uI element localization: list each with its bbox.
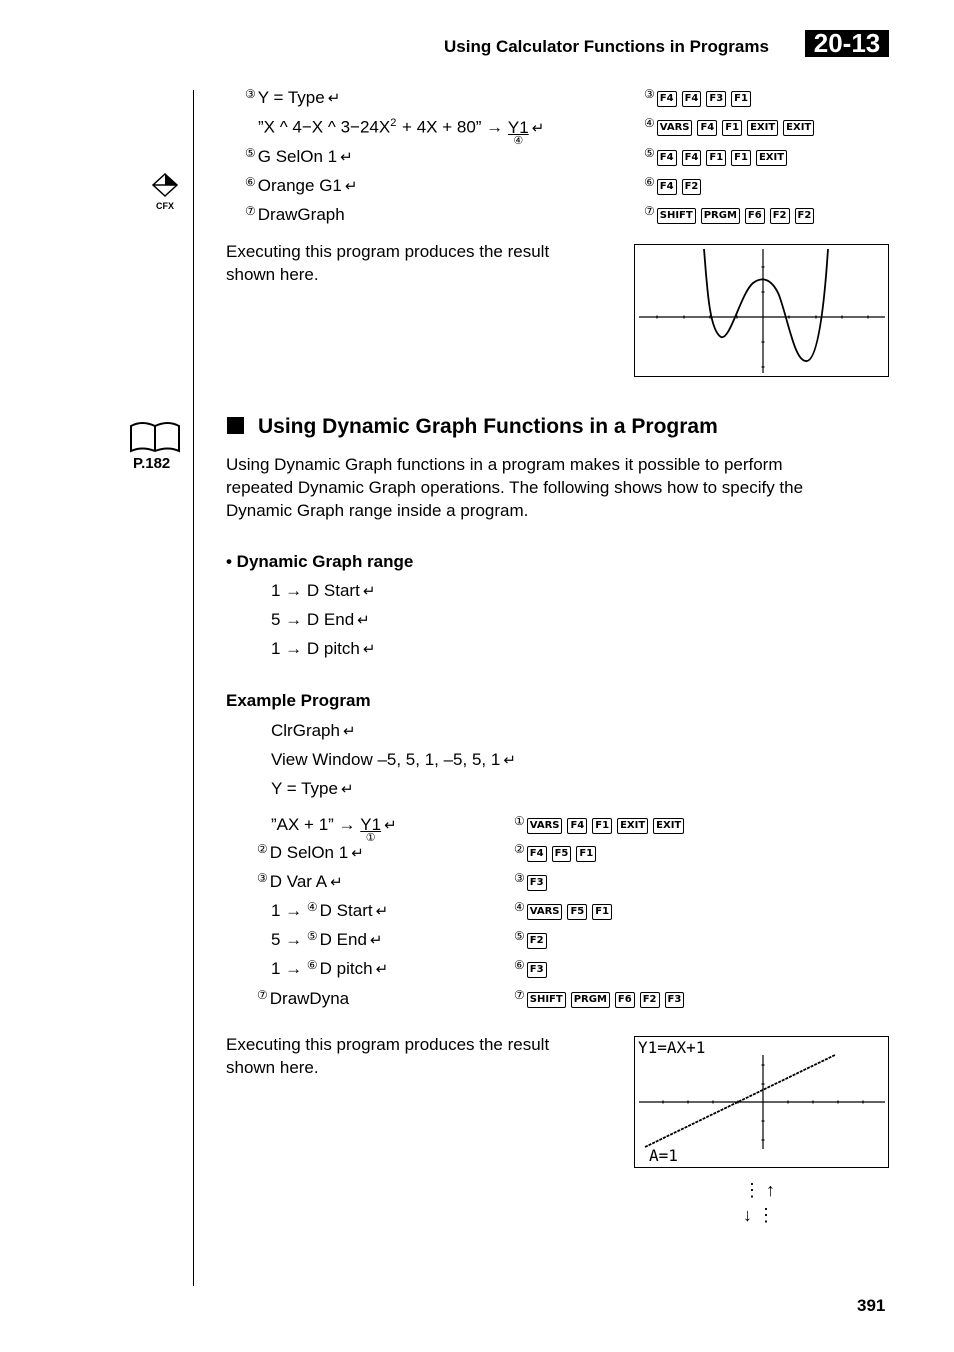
step-number: ④ (514, 900, 525, 914)
return-icon: ↵ (327, 90, 341, 107)
example-heading: Example Program (226, 691, 371, 710)
section-title: Using Dynamic Graph Functions in a Program (227, 415, 718, 439)
example-line: 1 → ④ D Start ↵ (271, 900, 389, 920)
key-f3-icon: F3 (527, 962, 547, 978)
key-f4-icon: F4 (567, 818, 587, 834)
key-exit-icon: EXIT (756, 150, 787, 166)
key-sequence (514, 843, 601, 863)
program-line: ⑥ Orange G1 ↵ (245, 175, 358, 195)
key-sequence (514, 959, 552, 979)
key-f1-icon: F1 (731, 91, 751, 107)
step-number: ⑤ (644, 146, 655, 160)
key-shift-icon: SHIFT (527, 992, 566, 1008)
scroll-up-indicator: ⋮ ↑ (743, 1180, 776, 1200)
key-f4-icon: F4 (657, 179, 677, 195)
key-exit-icon: EXIT (783, 120, 814, 136)
return-icon: ↵ (375, 903, 389, 920)
program-line: ”X ^ 4−X ^ $3-24X^2 + 4X + 80$” → Y1 ④ ↵ (258, 117, 545, 147)
range-heading: • Dynamic Graph range (226, 552, 414, 571)
key-f5-icon: F5 (552, 846, 572, 862)
step-number: ② (514, 842, 525, 856)
return-icon: ↵ (344, 178, 358, 195)
key-sequence (644, 147, 792, 167)
example-line: ③ D Var A ↵ (257, 871, 343, 891)
program-line: ③ Y = Type ↵ (245, 87, 341, 107)
result-text: Executing this program produces the result shown here. (226, 1035, 550, 1077)
step-number: ⑤ (514, 929, 525, 943)
example-line: 5 → ⑤ D End ↵ (271, 929, 383, 949)
key-sequence (514, 815, 689, 835)
key-exit-icon: EXIT (617, 818, 648, 834)
key-vars-icon: VARS (657, 120, 693, 136)
key-f5-icon: F5 (567, 904, 587, 920)
key-f3-icon: F3 (527, 875, 547, 891)
margin-rule (193, 90, 194, 1286)
key-f6-icon: F6 (745, 208, 765, 224)
return-icon: ↵ (357, 612, 370, 629)
key-f2-icon: F2 (640, 992, 660, 1008)
page-code-badge: 20-13 (805, 30, 889, 57)
return-icon: ↵ (503, 752, 516, 769)
program-line: ⑦ DrawGraph (245, 204, 345, 224)
key-f1-icon: F1 (706, 150, 726, 166)
key-prgm-icon: PRGM (701, 208, 740, 224)
return-icon: ↵ (351, 845, 364, 862)
key-sequence (644, 205, 819, 225)
quartic-graph (635, 245, 888, 376)
example-line: ② D SelOn 1 ↵ (257, 842, 364, 862)
return-icon: ↵ (342, 723, 356, 740)
step-number: ⑦ (514, 988, 525, 1002)
key-f2-icon: F2 (527, 933, 547, 949)
key-f1-icon: F1 (592, 818, 612, 834)
key-f2-icon: F2 (682, 179, 702, 195)
calculator-screen-graph (634, 244, 889, 377)
key-exit-icon: EXIT (653, 818, 684, 834)
key-sequence (514, 989, 689, 1009)
return-icon: ↵ (340, 781, 354, 798)
key-shift-icon: SHIFT (657, 208, 696, 224)
step-number: ⑦ (644, 204, 655, 218)
return-icon: ↵ (330, 874, 343, 891)
key-sequence (644, 117, 819, 137)
return-icon: ↵ (362, 641, 376, 658)
example-line: ”AX + 1” → Y1 ① ↵ (271, 815, 397, 844)
page-number: 391 (857, 1296, 886, 1315)
key-f1-icon: F1 (576, 846, 596, 862)
book-page-ref: P.182 (133, 455, 171, 472)
screen-variable-label: A=1 (649, 1146, 678, 1165)
program-line: ⑤ G SelOn 1 ↵ (245, 146, 353, 166)
step-number: ⑥ (514, 958, 525, 972)
return-icon: ↵ (531, 119, 545, 137)
cfx-icon (150, 172, 180, 211)
range-line: 1 → D pitch ↵ (271, 639, 376, 658)
result-text: Executing this program produces the result shown here. (226, 242, 550, 284)
step-number: ③ (514, 871, 525, 885)
example-line: ⑦ DrawDyna (257, 988, 350, 1008)
key-f2-icon: F2 (770, 208, 790, 224)
key-f1-icon: F1 (592, 904, 612, 920)
screen-function-label: Y1=AX+1 (638, 1038, 706, 1057)
key-sequence (644, 176, 706, 196)
cfx-label: CFX (156, 201, 174, 211)
calculator-screen-dynamic (634, 1036, 889, 1168)
example-line: 1 → ⑥ D pitch ↵ (271, 958, 389, 978)
key-f4-icon: F4 (697, 120, 717, 136)
key-sequence (644, 88, 756, 108)
step-number: ⑥ (644, 175, 655, 189)
book-icon (128, 420, 182, 454)
key-prgm-icon: PRGM (571, 992, 610, 1008)
key-sequence (514, 872, 552, 892)
key-f4-icon: F4 (682, 150, 702, 166)
return-icon: ↵ (362, 583, 376, 600)
key-f4-icon: F4 (527, 846, 547, 862)
key-f4-icon: F4 (657, 150, 677, 166)
running-header-title: Using Calculator Functions in Programs (444, 37, 769, 56)
range-line: 5 → D End ↵ (271, 610, 370, 629)
key-f1-icon: F1 (722, 120, 742, 136)
key-vars-icon: VARS (527, 818, 563, 834)
section-intro: Using Dynamic Graph functions in a program makes it possible to perform repeated Dynamic Graph operations. The following shows how to specify the Dynamic Graph range inside a program. (226, 455, 804, 520)
key-vars-icon: VARS (527, 904, 563, 920)
key-f3-icon: F3 (665, 992, 685, 1008)
range-line: 1 → D Start ↵ (271, 581, 376, 600)
key-f3-icon: F3 (706, 91, 726, 107)
example-line: ClrGraph ↵ (271, 721, 356, 740)
return-icon: ↵ (369, 932, 383, 949)
key-exit-icon: EXIT (747, 120, 778, 136)
key-sequence (514, 930, 552, 950)
return-icon: ↵ (384, 817, 397, 834)
scroll-down-indicator: ↓ ⋮ (743, 1205, 776, 1225)
key-f4-icon: F4 (657, 91, 677, 107)
step-number: ① (514, 814, 525, 828)
key-f6-icon: F6 (615, 992, 635, 1008)
key-sequence (514, 901, 617, 921)
step-number: ③ (644, 87, 655, 101)
key-f2-icon: F2 (795, 208, 815, 224)
key-f1-icon: F1 (731, 150, 751, 166)
return-icon: ↵ (340, 149, 353, 166)
example-line: Y = Type ↵ (271, 779, 354, 798)
example-line: View Window –5, 5, 1, –5, 5, 1 ↵ (271, 750, 516, 769)
key-f4-icon: F4 (682, 91, 702, 107)
section-bullet-icon (227, 417, 244, 434)
return-icon: ↵ (375, 961, 389, 978)
step-number: ④ (644, 116, 655, 130)
